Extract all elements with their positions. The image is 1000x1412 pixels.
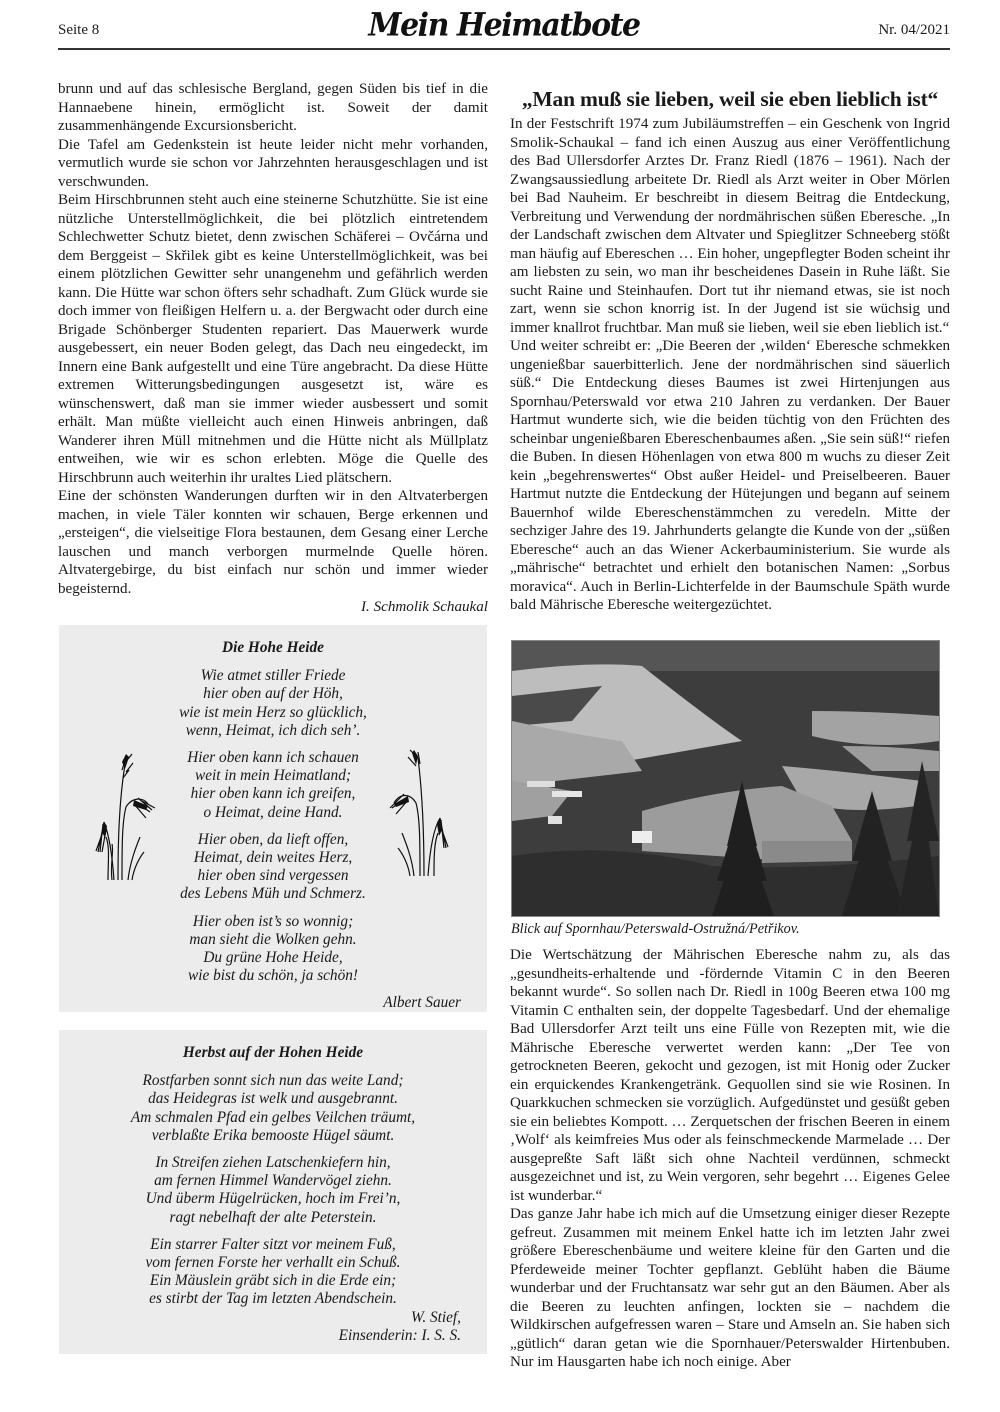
- poem-line: ragt nebelhaft der alte Peterstein.: [169, 1208, 377, 1226]
- poem-line: Am schmalen Pfad ein gelbes Veilchen träumt,: [130, 1108, 416, 1126]
- article-title: „Man muß sie lieben, weil sie eben lieblich ist“: [521, 87, 939, 111]
- photo-caption: Blick auf Spornhau/Peterswald-Ostružná/Petřikov.: [511, 921, 800, 937]
- right-article: [510, 80, 950, 615]
- poem-title: Die Hohe Heide: [222, 639, 324, 656]
- poem-line: Du grüne Hohe Heide,: [203, 949, 343, 967]
- poem-author: Albert Sauer: [383, 994, 461, 1012]
- poem-author: W. Stief,: [411, 1308, 461, 1326]
- author-signature: I. Schmolik Schaukal: [361, 599, 488, 615]
- landscape-image-icon: [512, 641, 939, 916]
- poem-line: hier oben sind vergessen: [197, 867, 349, 885]
- paragraph: Und weiter schreibt er: „Die Beeren der ‚wilden‘ Eberesche schmekken ungenießbar sauerbitterlich. Jene der nordmährischen sind säuerlich süß.“ Die Entdeckung dieses Baumes ist zwei Hirtenjungen aus Spornhau/Peterswald vor etwa 210 Jahren zu verdanken. Der Bauer Hartmut wunderte sich, wie die beiden tüchtig von den Früchten des scheinbar ungenießbaren Ebereschenbaumes aßen. „Sie sein süß!“ riefen die Buben. In diesen Höhenlagen von etwa 800 m wuchs zu dieser Zeit kein „begehrenswertes“ Obst außer Heidel- und Preiselbeeren. Bauer Hartmut nutzte die Entdeckung der Hütejungen und begann auf seinem Bauernhof wilde Ebereschenstämmchen zu veredeln. Mitte der sechziger Jahre des 19. Jahrhunderts gelangte die Kunde von der „süßen Eberesche“ auch an das Wiener Ackerbauministerium. Sie wurde als „mährische“ betrachtet und erhielt den botanischen Namen: „Sorbus moravica“. Auch in Berlin-Lichterfelde in der Baumschule Späth wurde bald Mährische Eberesche weitergezüchtet.: [510, 338, 950, 613]
- poem-line: hier oben auf der Höh,: [203, 685, 343, 703]
- left-article: [58, 80, 488, 617]
- poem-stanza: [59, 667, 487, 740]
- poem-submitter: Einsenderin: I. S. S.: [338, 1326, 461, 1344]
- poem-line: Rostfarben sonnt sich nun das weite Land;: [142, 1072, 404, 1090]
- poem-line: Und überm Hügelrücken, hoch im Frei’n,: [145, 1190, 401, 1208]
- poem-line: Hier oben kann ich schauen: [187, 749, 359, 767]
- poem-line: verblaßte Erika bemooste Hügel säumt.: [151, 1126, 395, 1144]
- page-header: [58, 0, 950, 50]
- poem-line: weit in mein Heimatland;: [195, 767, 351, 785]
- paragraph: Die Wertschätzung der Mährischen Eberesche nahm zu, als das „gesundheits-erhaltende und -fördernde Vitamin C in den Beeren bekannt wurde“. So sollen nach Dr. Riedl in 100g Beeren etwa 100 mg Vitamin C enthalten sein, der doppelte Tagesbedarf. Und der ehemalige Bad Ullersdorfer Arzt teilt uns eine Fülle von Rezepten mit, wie die Mährische Eberesche verwertet werden kann: „Der Tee von getrockneten Beeren, gekocht und gezogen, ist mit Honig oder Zucker ein erquickendes Krankengetränk. Gequollen sind sie wie Rosinen. In Quarkkuchen schmecken sie vorzüglich. Aufgedünstet und gesüßt geben sie ein beliebtes Kompott. … Zerquetschen der frischen Beeren in einem ‚Wolf‘ als keimfreies Mus oder als feinschmeckende Marmelade … Der ausgepreßte Saft läßt sich ohne Nachteil verdünnen, schmeckt ausgezeichnet und ist, zu Wein vergoren, sehr begehrt … Eigenes Gelee ist wunderbar.“: [510, 947, 950, 1204]
- poem-line: wie ist mein Herz so glücklich,: [179, 703, 367, 721]
- right-article-continued: [510, 946, 950, 1372]
- issue-number: Nr. 04/2021: [878, 22, 950, 38]
- poem-line: es stirbt der Tag im letzten Abendschein.: [149, 1290, 397, 1308]
- landscape-photo: [511, 640, 940, 917]
- paragraph: Eine der schönsten Wanderungen durften wir in den Altvaterbergen machen, in viele Täler konnten wir schauen, Berge erkennen und „ersteigen“, die vielseitige Flora bestaunen, dem Gesang einer Lerche lauschen und manch verborgen murmelnde Quelle hören. Altvatergebirge, du bist einfach nur schön und immer wieder begeisternd.: [58, 488, 488, 597]
- poem-stanza: [59, 1236, 487, 1309]
- poem-title: Herbst auf der Hohen Heide: [182, 1044, 364, 1061]
- poem-line: wie bist du schön, ja schön!: [188, 967, 358, 985]
- poem-stanza: [59, 1072, 487, 1145]
- poem-stanza: [59, 913, 487, 986]
- poem-line: Ein starrer Falter sitzt vor meinem Fuß,: [150, 1235, 396, 1253]
- page-number: Seite 8: [58, 22, 100, 38]
- paragraph: In der Festschrift 1974 zum Jubiläumstreffen – ein Geschenk von Ingrid Smolik-Schaukal – fand ich einen Auszug aus einer Veröffentlichung des Bad Ullersdorfer Arztes Dr. Franz Riedl (1876 – 1961). Nach der Zwangsaussiedlung arbeitete Dr. Riedl als Arzt weiter in Ober Mörlen bei Bad Nauheim. Er beschreibt in diesem Beitrag die Entdeckung, Verbreitung und Verwendung der nordmährischen süßen Eberesche. „In der Landschaft zwischen dem Altvater und Spieglitzer Schneeberg stößt man häufig auf Ebereschen … Ein hoher, ungepflegter Boden scheint ihr am liebsten zu sein, wo man ihr bescheidenes Dasein in Ruhe läßt. Sie sucht Raine und Steinhaufen. Dort tut ihr niemand etwas, sie ist noch zart, wenn sie schon knorrig ist. In der Jugend ist sie wüchsig und immer knallrot fruchtbar. Man muß sie lieben, weil sie eben lieblich ist.“: [510, 116, 950, 336]
- paragraph: Die Tafel am Gedenkstein ist heute leider nicht mehr vorhanden, vermutlich wurde sie schon vor Jahrzehnten herausgeschlagen und ist verschwunden.: [58, 136, 488, 190]
- paragraph: brunn und auf das schlesische Bergland, gegen Süden bis tief in die Hannaebene hinein, ermöglicht ist. Soweit der damit zusammenhängende Excursionsbericht.: [58, 81, 488, 134]
- poem-line: wenn, Heimat, ich dich seh’.: [185, 721, 361, 739]
- poem-line: Wie atmet stiller Friede: [200, 667, 346, 685]
- poem-line: Ein Mäuslein gräbt sich in die Erde ein;: [149, 1272, 397, 1290]
- poem-line: des Lebens Müh und Schmerz.: [180, 885, 366, 903]
- paragraph: Beim Hirschbrunnen steht auch eine steinerne Schutzhütte. Sie ist eine nützliche Unterstellmöglichkeit, die bei plötzlich eintretendem Schlechwetter Schutz bietet, denn zwischen Schäferei – Ovčárna und dem Berggeist – Skřilek gibt es keine Unterstellmöglichkeit, was bei einem plötzlichen Gewitter sehr unangenehm und gefährlich werden kann. Die Hütte war schon öfters sehr schadhaft. Zum Glück wurde sie doch immer von fleißigen Helfern u. a. der Bergwacht oder durch eine Brigade Schönberger Studenten repariert. Das Mauerwerk wurde ausgebessert, ein neuer Boden gelegt, das Dach neu eingedeckt, im Innern eine Bank aufgestellt und eine Türe angebracht. Da diese Hütte extremen Witterungsbedingungen ausgesetzt ist, wäre es wünschenswert, daß man sie immer wieder ausbessert und somit erhält. Man müßte vielleicht auch einen Hinweis anbringen, daß Wanderer ihren Müll mitnehmen und die Hütte nicht als Müllplatz entweihen, wie wir es schon erlebten. Möge die Quelle des Hirschbrunn auch weiterhin ihr uraltes Lied plätschern.: [58, 192, 488, 486]
- poem-line: Heimat, dein weites Herz,: [193, 849, 353, 867]
- poem-box-herbst: [59, 1030, 487, 1354]
- poem-line: vom fernen Forste her verhallt ein Schuß.: [145, 1254, 401, 1272]
- wheat-grass-icon: [88, 752, 158, 882]
- poem-line: man sieht die Wolken gehn.: [189, 930, 357, 948]
- poem-line: o Heimat, deine Hand.: [203, 803, 343, 821]
- poem-line: das Heidegras ist welk und ausgebrannt.: [148, 1090, 398, 1108]
- poem-line: Hier oben, da lieft offen,: [197, 830, 349, 848]
- poem-line: Hier oben ist’s so wonnig;: [192, 912, 354, 930]
- wheat-grass-icon: [388, 748, 458, 878]
- masthead-logo: Mein Heimatbote: [368, 7, 640, 44]
- poem-line: am fernen Himmel Wandervögel ziehn.: [154, 1172, 392, 1190]
- poem-stanza: [59, 1154, 487, 1227]
- poem-line: In Streifen ziehen Latschenkiefern hin,: [155, 1154, 391, 1172]
- poem-line: hier oben kann ich greifen,: [190, 785, 356, 803]
- paragraph: Das ganze Jahr habe ich mich auf die Umsetzung einiger dieser Rezepte gefreut. Zusammen mit meinem Enkel hatte ich im letzten Jahr zwei größere Ebereschenbäume und weitere kleine für den Garten und die Pferdeweide meiner Tochter gepflanzt. Geblüht haben die Bäume wunderbar und der Fruchtansatz war sehr gut an den Bäumen. Aber als die Beeren zu leuchten anfingen, lockten sie – nachdem die Wildkirschen aufgefressen waren – Stare und Amseln an. Sie haben sich „gütlich“ daran getan wie die Spornhauer/Peterswalder Hirtenbuben. Nur im Hausgarten habe ich noch einige. Aber: [510, 1206, 950, 1370]
